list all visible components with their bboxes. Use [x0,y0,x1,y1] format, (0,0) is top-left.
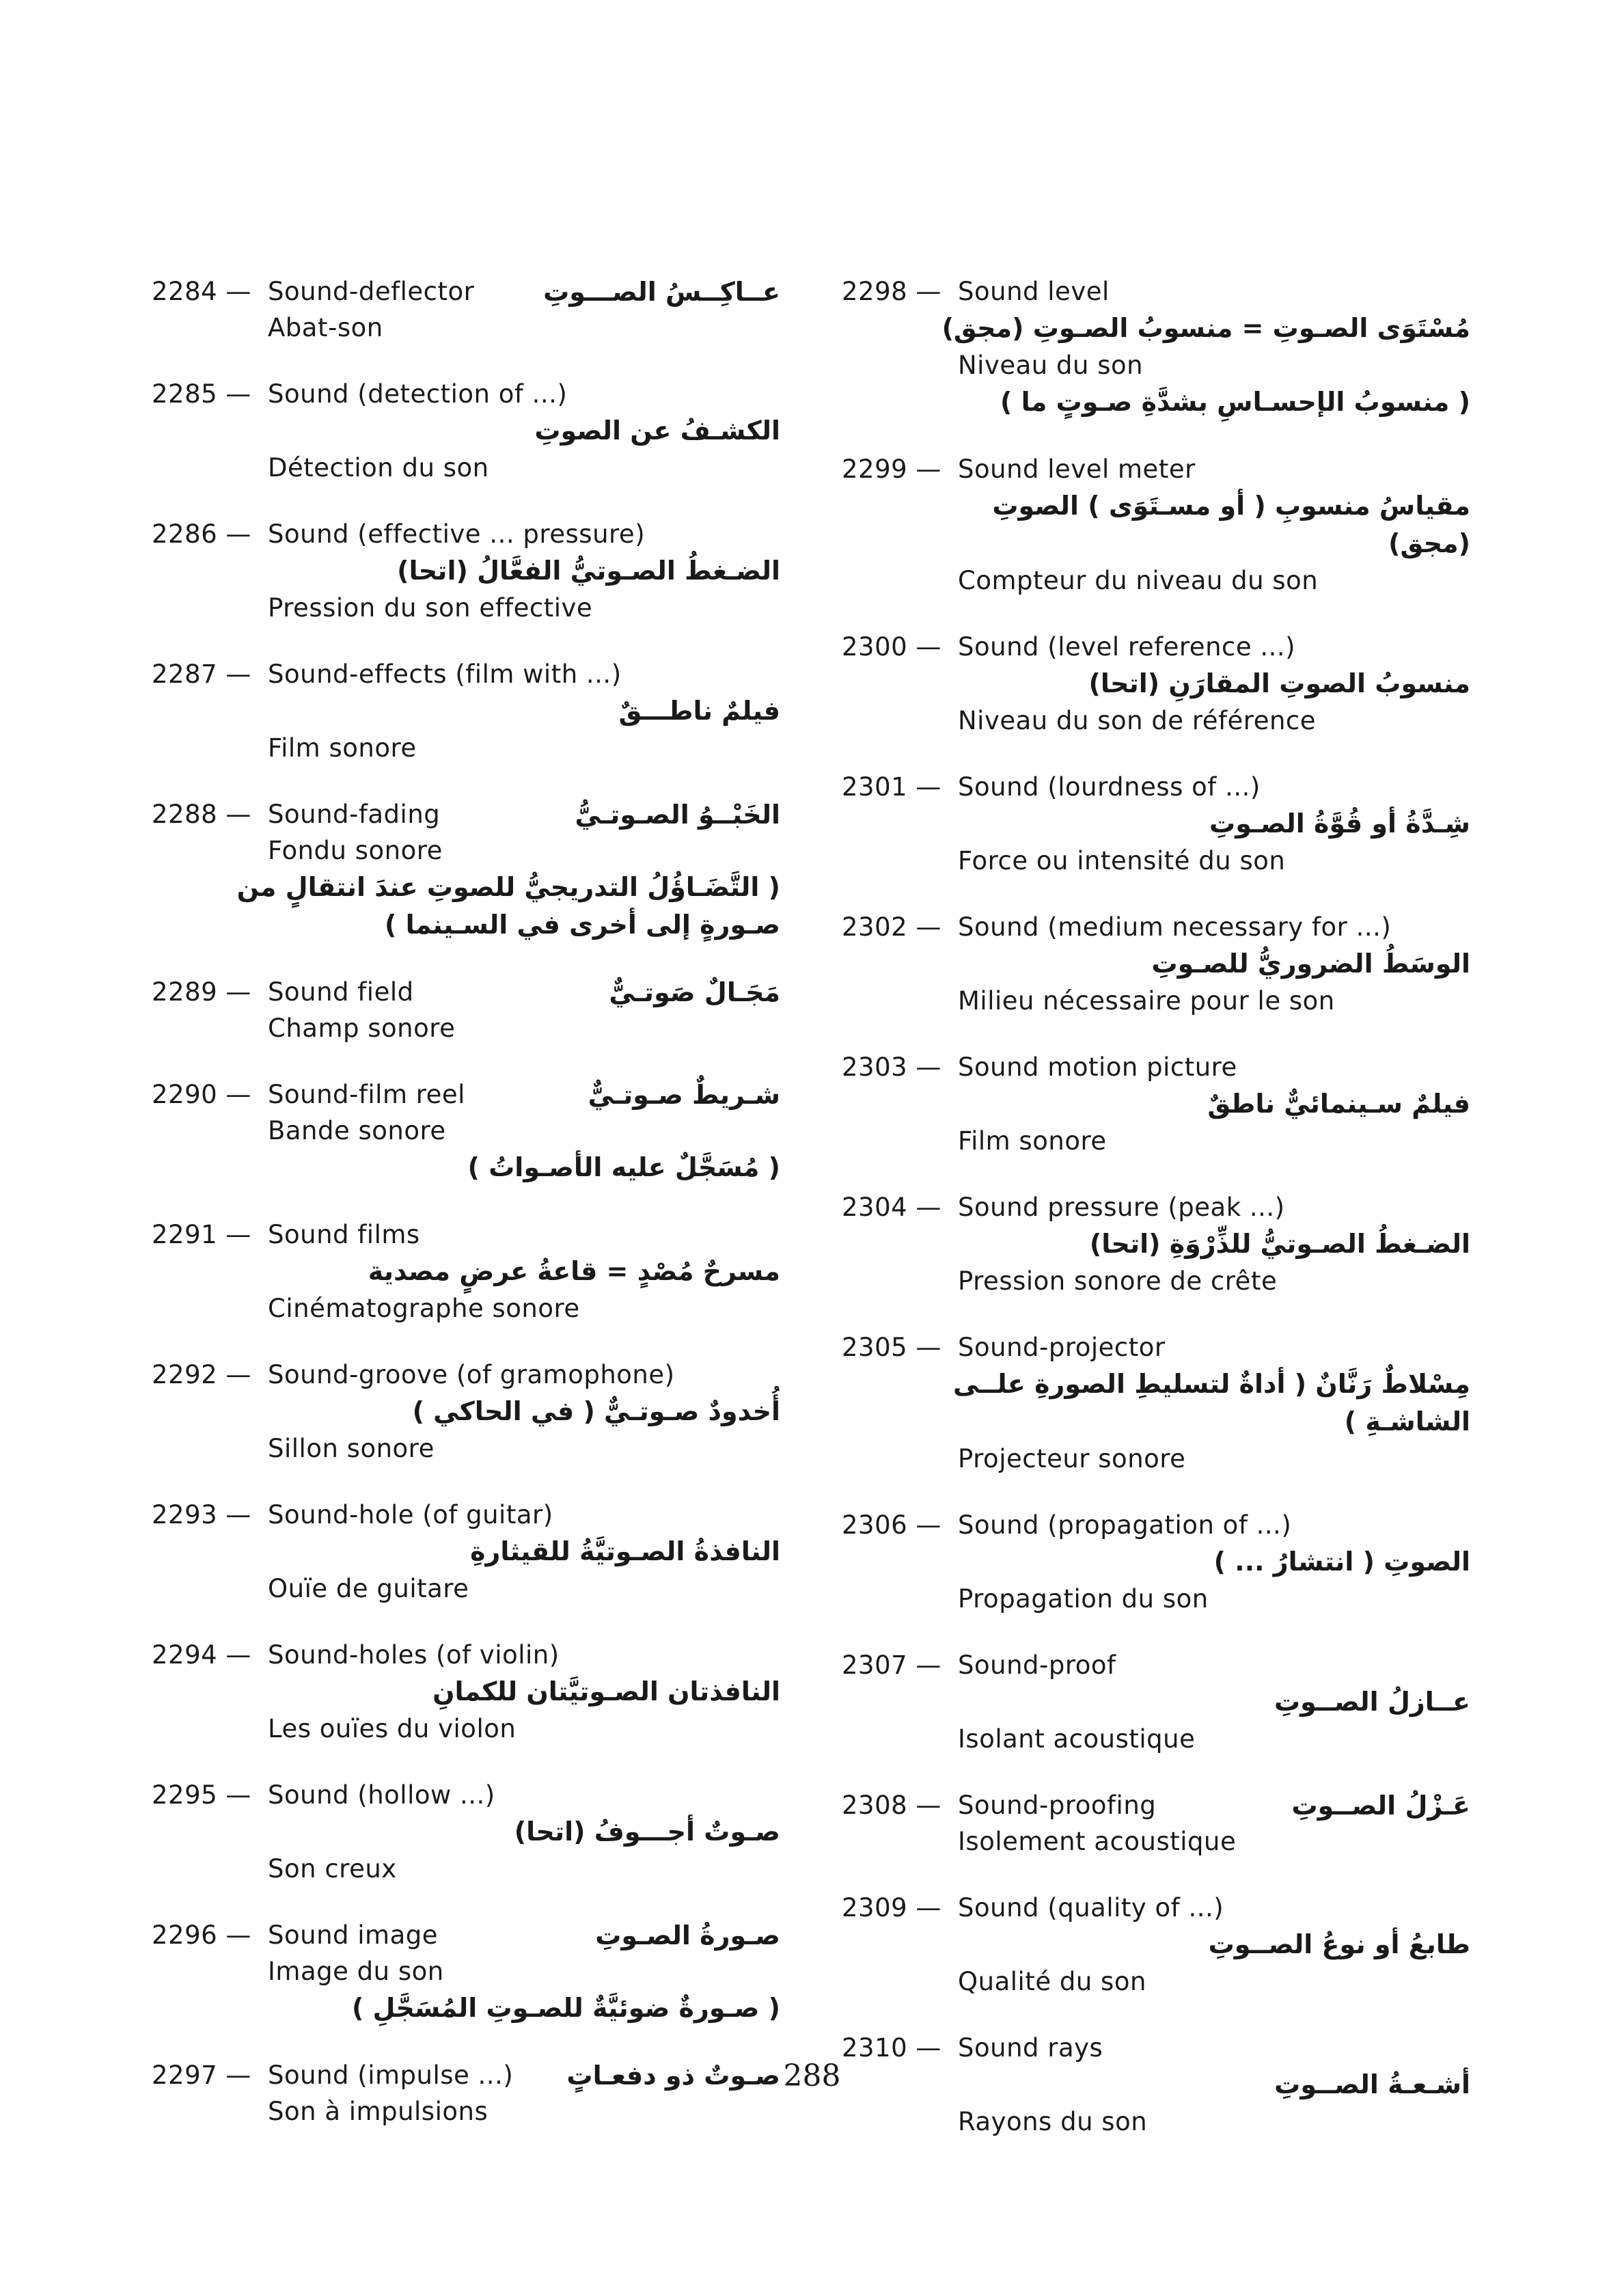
english-term: Sound (propagation of ...) [958,1510,1292,1540]
arabic-line: عــازلُ الصــوتِ [1274,1687,1470,1717]
entry-header [842,1049,1470,1085]
entry-number: 2294 — [152,1640,251,1670]
english-term: Sound image [268,1920,439,1950]
french-term: Bande sonore [268,1116,446,1145]
french-term: Fondu sonore [268,836,443,865]
french-term: Film sonore [268,733,417,763]
entry-number: 2290 — [152,1080,251,1109]
page-number: 288 [783,2058,841,2093]
french-term: Film sonore [958,1126,1107,1156]
dictionary-entry [842,1507,1470,1617]
english-term: Sound (medium necessary for ...) [958,912,1392,942]
dictionary-entry [842,1189,1470,1299]
french-term: Milieu nécessaire pour le son [958,986,1335,1016]
entry-header [152,656,780,692]
dictionary-entry [152,1497,780,1607]
english-term: Sound-holes (of violin) [268,1640,560,1670]
english-term: Sound (effective ... pressure) [268,519,646,549]
entry-number: 2287 — [152,660,251,689]
arabic-line: الصوتِ ( انتشارُ ... ) [1213,1547,1470,1577]
entry-header [152,1777,780,1813]
entry-header [842,769,1470,805]
arabic-line: النافذةُ الصـوتيَّةُ للقيثارةِ [470,1536,780,1566]
french-term: Niveau du son [958,351,1144,380]
arabic-line: أشـعـةُ الصــوتِ [1274,2069,1470,2099]
entry-number: 2301 — [842,772,941,802]
arabic-line: فيلمٌ سـينمائيٌّ ناطقٌ [1207,1089,1470,1119]
english-term: Sound-fading [268,800,441,829]
entry-number: 2293 — [152,1500,251,1530]
entry-number: 2299 — [842,454,941,484]
arabic-line: ( منسوبُ الإحسـاسِ بشدَّةِ صـوتٍ ما ) [1000,387,1470,417]
entry-number: 2302 — [842,912,941,942]
dictionary-entry [152,273,780,346]
arabic-term: شـريطٌ صـوتـيٌّ [588,1080,780,1110]
dictionary-entry [842,1890,1470,2000]
french-term: Rayons du son [958,2107,1148,2136]
arabic-line: صـوتٌ أجـــوفُ (اتحا) [514,1817,780,1847]
entry-number: 2300 — [842,632,941,662]
french-term: Pression sonore de crête [958,1266,1278,1296]
dictionary-entry [152,1917,780,2027]
english-term: Sound motion picture [958,1052,1237,1082]
arabic-line: مُسْتَوَى الصـوتِ = منسوبُ الصـوتِ (مجق) [941,313,1470,343]
right-column [842,273,1470,2170]
arabic-term: صـوتٌ ذو دفعـاتٍ [566,2061,780,2091]
entry-number: 2304 — [842,1193,941,1222]
arabic-line: النافذتان الصـوتيَّتان للكمانِ [432,1676,780,1707]
english-term: Sound (detection of ...) [268,379,568,409]
arabic-line: الضـغطُ الصـوتيُّ الفعَّالُ (اتحا) [397,556,780,586]
english-term: Sound rays [958,2033,1103,2063]
dictionary-entry [152,796,780,944]
dictionary-entry [152,974,780,1046]
english-term: Sound (hollow ...) [268,1780,495,1810]
english-term: Sound (quality of ...) [958,1893,1224,1922]
english-term: Sound (impulse ...) [268,2061,514,2090]
english-term: Sound-hole (of guitar) [268,1500,553,1530]
dictionary-entry [842,451,1470,599]
arabic-line: الوسَطُ الضروريُّ للصـوتِ [1151,949,1470,979]
french-term: Compteur du niveau du son [958,566,1319,595]
entry-number: 2285 — [152,379,251,409]
french-term: Isolant acoustique [958,1724,1196,1754]
entry-header [842,273,1470,310]
french-term: Force ou intensité du son [958,846,1286,875]
entry-header [842,1329,1470,1365]
dictionary-entry [842,1329,1470,1477]
entry-header [842,1189,1470,1225]
entry-number: 2303 — [842,1052,941,1082]
entry-number: 2296 — [152,1920,251,1950]
entry-number: 2309 — [842,1893,941,1922]
english-term: Sound (lourdness of ...) [958,772,1261,802]
entry-header [842,1890,1470,1926]
french-term: Isolement acoustique [958,1827,1237,1856]
french-term: Ouïe de guitare [268,1574,469,1603]
english-term: Sound pressure (peak ...) [958,1193,1285,1222]
left-column [152,273,780,2160]
dictionary-entry [842,273,1470,421]
entry-number: 2288 — [152,800,251,829]
entry-number: 2289 — [152,977,251,1007]
arabic-term: مَجَـالٌ صَوتـيٌّ [609,977,780,1007]
arabic-line: أُخدودٌ صـوتـيٌّ ( في الحاكي ) [412,1396,780,1426]
english-term: Sound-deflector [268,277,475,306]
dictionary-entry [152,1637,780,1747]
entry-number: 2306 — [842,1510,941,1540]
entry-header [842,451,1470,487]
entry-header [842,1647,1470,1683]
english-term: Sound (level reference ...) [958,632,1296,662]
arabic-line: مسرحٌ مُصْدٍ = قاعةُ عرضٍ مصدية [368,1256,780,1286]
entry-number: 2307 — [842,1650,941,1680]
arabic-line: شِـدَّةُ أو قُوَّةُ الصـوتِ [1209,808,1470,839]
entry-number: 2305 — [842,1333,941,1362]
french-term: Abat-son [268,313,383,342]
entry-header [842,909,1470,945]
english-term: Sound level [958,277,1110,306]
entry-number: 2291 — [152,1220,251,1249]
arabic-term: صـورةُ الصـوتِ [595,1920,780,1950]
arabic-line: الكشـفُ عن الصوتِ [534,416,780,446]
entry-number: 2298 — [842,277,941,306]
arabic-line: ( مُسَجَّلٌ عليه الأصـواتُ ) [467,1152,780,1182]
arabic-line: فيلمٌ ناطـــقٌ [618,696,780,726]
entry-number: 2292 — [152,1360,251,1389]
dictionary-entry [152,656,780,766]
english-term: Sound-film reel [268,1080,465,1109]
french-term: Sillon sonore [268,1434,435,1463]
entry-number: 2297 — [152,2061,251,2090]
dictionary-entry [842,1787,1470,1860]
french-term: Cinématographe sonore [268,1294,580,1323]
dictionary-entry [152,1076,780,1186]
arabic-term: عَـزْلُ الصــوتِ [1291,1791,1470,1821]
arabic-line: الشاشـةِ ) [1344,1406,1470,1437]
french-term: Son à impulsions [268,2097,488,2126]
english-term: Sound field [268,977,414,1007]
dictionary-entry [152,1777,780,1887]
dictionary-entry [842,1049,1470,1159]
arabic-line: الضـغطُ الصـوتيُّ للذِّرْوَةِ (اتحا) [1089,1229,1470,1259]
french-term: Image du son [268,1957,444,1986]
french-term: Projecteur sonore [958,1444,1186,1473]
dictionary-entry [842,1647,1470,1757]
arabic-line: منسوبُ الصوتِ المقارَنِ (اتحا) [1088,668,1470,698]
french-term: Son creux [268,1854,397,1884]
arabic-line: ( التَّضَـاؤُلُ التدريجيُّ للصوتِ عندَ انتقالٍ من [236,872,780,902]
english-term: Sound-projector [958,1333,1166,1362]
dictionary-entry [152,1216,780,1327]
entry-header [152,1637,780,1673]
english-term: Sound-groove (of gramophone) [268,1360,675,1389]
dictionary-entry [152,1357,780,1467]
french-term: Niveau du son de référence [958,706,1317,735]
arabic-line: ( صـورةٌ ضوئيَّةٌ للصـوتِ المُسَجَّلِ ) [351,1993,780,2023]
entry-header [152,1216,780,1253]
arabic-line: مقياسُ منسوبِ ( أو مسـتَوَى ) الصوتِ (مجق) [992,491,1470,558]
french-term: Propagation du son [958,1584,1209,1614]
arabic-line: صـورةٍ إلى أخرى في السـينما ) [384,910,780,940]
entry-header [152,516,780,552]
entry-header [152,1497,780,1533]
french-term: Détection du son [268,453,489,482]
entry-number: 2308 — [842,1791,941,1820]
french-term: Pression du son effective [268,593,593,623]
arabic-line: مِسْلاطٌ رَنَّانٌ ( أداةٌ لتسليطِ الصورةِ علــى [952,1369,1470,1399]
french-term: Les ouïes du violon [268,1714,517,1743]
english-term: Sound level meter [958,454,1196,484]
dictionary-entry [152,516,780,626]
entry-header [842,629,1470,665]
english-term: Sound-proof [958,1650,1116,1680]
entry-header [842,1507,1470,1543]
entry-header [152,376,780,412]
french-term: Champ sonore [268,1014,456,1043]
dictionary-entry [842,909,1470,1019]
entry-number: 2310 — [842,2033,941,2063]
entry-number: 2284 — [152,277,251,306]
french-term: Qualité du son [958,1967,1146,1996]
english-term: Sound-effects (film with ...) [268,660,622,689]
entry-number: 2295 — [152,1780,251,1810]
entry-header [152,1357,780,1393]
dictionary-entry [842,629,1470,739]
arabic-term: الخَبْــوُ الصـوتـيُّ [575,800,780,830]
dictionary-entry [842,769,1470,879]
dictionary-entry [152,376,780,486]
english-term: Sound films [268,1220,420,1249]
arabic-line: طابعُ أو نوعُ الصــوتِ [1208,1929,1470,1959]
entry-number: 2286 — [152,519,251,549]
english-term: Sound-proofing [958,1791,1157,1820]
arabic-term: عــاكِــسُ الصـــوتِ [543,277,780,307]
